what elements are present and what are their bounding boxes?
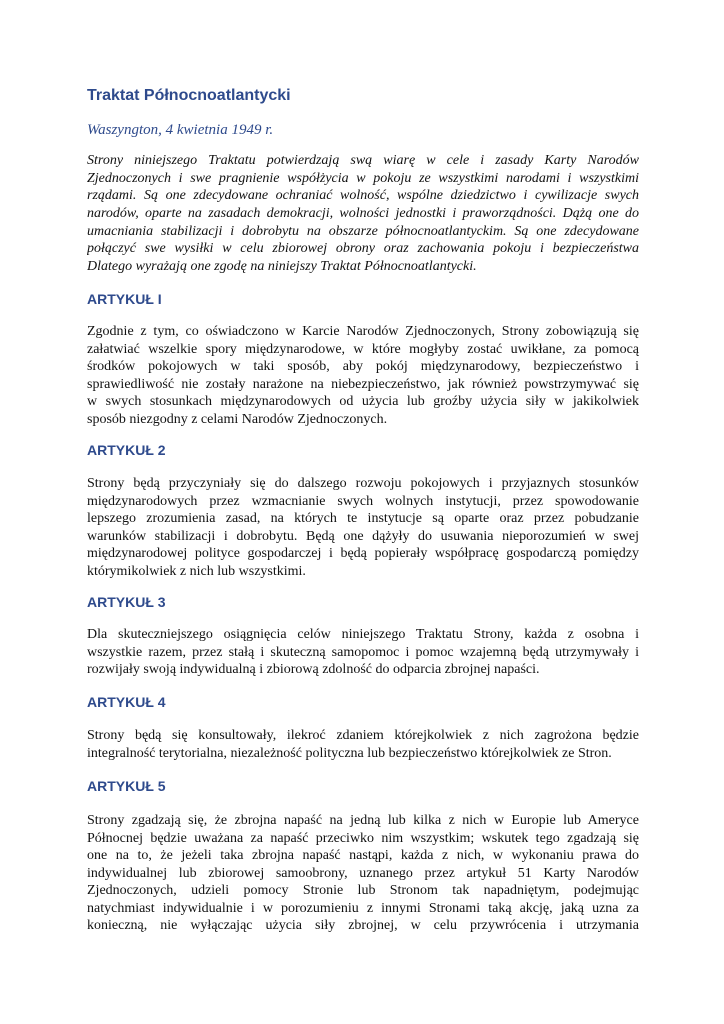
article-5-heading: ARTYKUŁ 5 <box>87 778 166 794</box>
article-line: międzynarodowej polityce gospodarczej i będą popierały współpracę gospodarczą pomiędzy <box>87 546 639 561</box>
article-line: Północnej będzie uważana za napaść przeciwko nim wszystkim; wskutek tego zgadzają się <box>87 830 639 846</box>
article-3-text <box>87 626 639 679</box>
article-2-heading: ARTYKUŁ 2 <box>87 442 166 458</box>
preamble <box>87 152 639 276</box>
article-4-heading: ARTYKUŁ 4 <box>87 694 166 710</box>
article-line: indywidualnej lub zbiorowej samoobrony, uznanego przez artykuł 51 Karty Narodów <box>87 865 639 881</box>
article-2-text <box>87 475 639 580</box>
article-line: załatwiać wszelkie spory międzynarodowe, w które mogłyby zostać uwikłane, za pomocą <box>87 341 639 357</box>
article-line: lepszego zrozumienia zasad, na których te instytucje są oparte oraz przez pobudzanie <box>87 511 639 526</box>
article-line: warunków stabilizacji i dobrobytu. Będą one dążyły do usuwania nieporozumień w swej <box>87 528 639 544</box>
article-line: integralność terytorialna, niezależność polityczna lub bezpieczeństwo którejkolwiek ze Stron. <box>87 745 612 761</box>
article-line: Zgodnie z tym, co oświadczono w Karcie Narodów Zjednoczonych, Strony zobowiązują się <box>87 324 639 339</box>
preamble-line: połączyć swe wysiłki w celu zbiorowej obrony oraz zachowania pokoju i bezpieczeństwa <box>87 241 639 257</box>
article-1-text <box>87 323 639 428</box>
article-1-heading: ARTYKUŁ I <box>87 291 162 307</box>
article-5-text <box>87 812 639 935</box>
article-line: Dla skuteczniejszego osiągnięcia celów niniejszego Traktatu Strony, każda z osobna i <box>87 627 639 642</box>
article-3-heading: ARTYKUŁ 3 <box>87 594 166 610</box>
article-line: rozwijały swoją indywidualną i zbiorową zdolność do odparcia zbrojnej napaści. <box>87 662 540 677</box>
preamble-line: rządami. Są one zdecydowane ochraniać wolność, wspólne dziedzictwo i cywilizacje swych <box>87 188 639 204</box>
preamble-line: Dlatego wyrażają one zgodę na niniejszy Traktat Północnoatlantycki. <box>87 259 477 275</box>
preamble-line: Zjednoczonych i swe pragnienie współżycia w pokoju ze wszystkimi narodami i wszystkimi <box>87 170 639 186</box>
article-line: Zjednoczonych, udzieli pomocy Stronie lub Stronom tak napadniętym, podejmując <box>87 883 639 898</box>
article-line: międzynarodowych przez wzmacnianie swych wolnych instytucji, przez spowodowanie <box>87 493 639 509</box>
preamble-line: narodów, oparte na zasadach demokracji, wolności jednostki i praworządności. Dążą one do <box>87 206 639 222</box>
article-line: konieczną, nie wyłączając użycia siły zbrojnej, w celu przywrócenia i utrzymania <box>87 918 639 933</box>
document-title: Traktat Północnoatlantycki <box>87 87 291 104</box>
article-line: natychmiast indywidualnie i w porozumieniu z innymi Stronami taką akcję, jaką uzna za <box>87 900 639 916</box>
article-line: Strony będą się konsultowały, ilekroć zdaniem którejkolwiek z nich zagrożona będzie <box>87 728 639 743</box>
article-line: sposób niezgodny z celami Narodów Zjednoczonych. <box>87 411 388 427</box>
article-line: wszystkie razem, przez stałą i skuteczną samopomoc i pomoc wzajemną będą utrzymywały i <box>87 644 639 660</box>
document-page <box>87 0 639 1024</box>
article-line: sprawiedliwość nie zostały narażone na niebezpieczeństwo, jak również powstrzymywać się <box>87 376 639 392</box>
article-line: one na to, że jeżeli taka zbrojna napaść nastąpi, każda z nich, w wykonaniu prawa do <box>87 848 639 863</box>
dateline: Waszyngton, 4 kwietnia 1949 r. <box>87 122 274 138</box>
article-line: którymikolwiek z nich lub wszystkimi. <box>87 563 306 579</box>
article-line: Strony zgadzają się, że zbrojna napaść na jedną lub kilka z nich w Europie lub Ameryce <box>87 813 639 828</box>
article-4-text <box>87 727 639 762</box>
article-line: Strony będą przyczyniały się do dalszego rozwoju pokojowych i przyjaznych stosunków <box>87 476 639 491</box>
preamble-line: Strony niniejszego Traktatu potwierdzają swą wiarę w cele i zasady Karty Narodów <box>87 153 639 168</box>
article-line: środków pokojowych w taki sposób, aby pokój międzynarodowy, bezpieczeństwo i <box>87 359 639 374</box>
preamble-line: umacniania stabilizacji i dobrobytu na obszarze północnoatlantyckim. Są one zdecydowane <box>87 223 639 239</box>
article-line: w swych stosunkach międzynarodowych od użycia lub groźby użycia siły w jakikolwiek <box>87 394 639 409</box>
